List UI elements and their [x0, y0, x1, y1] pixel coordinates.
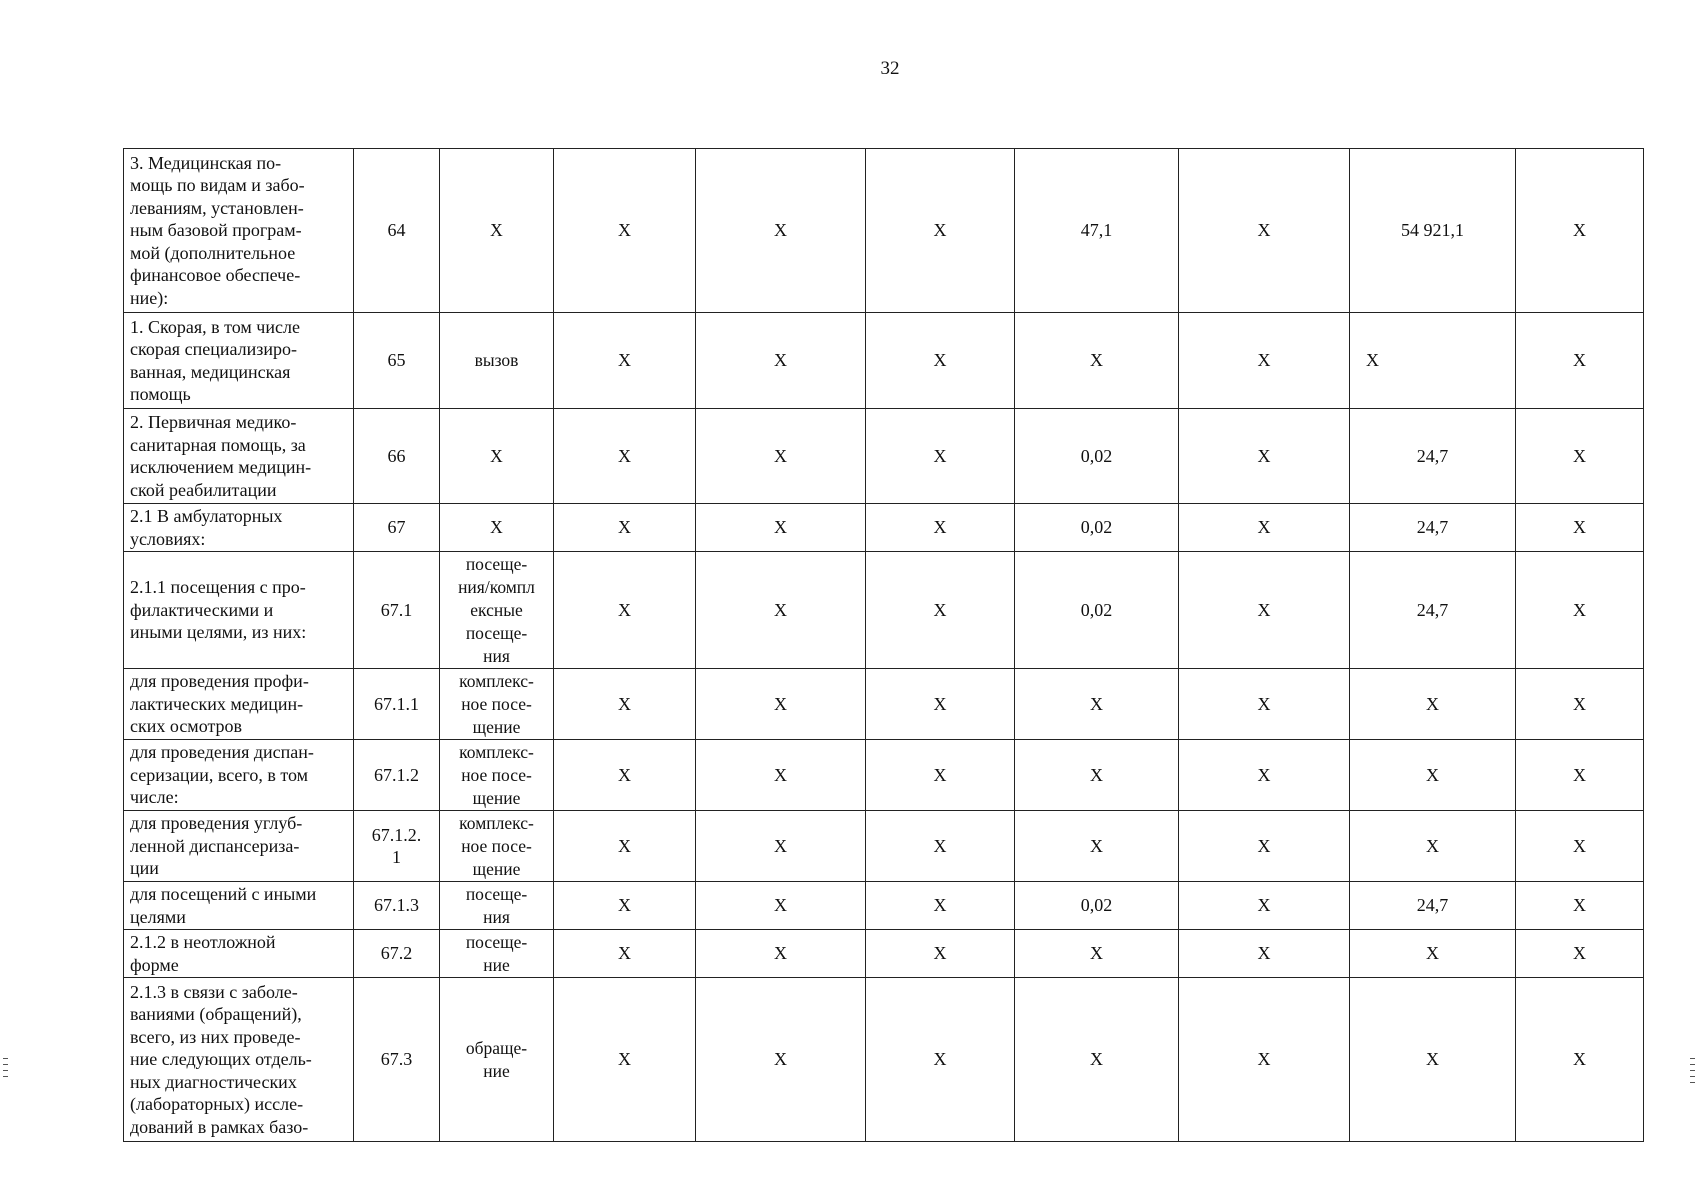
value-cell: X: [1350, 930, 1516, 978]
value-cell: X: [1179, 504, 1350, 552]
value-cell: X: [554, 811, 696, 882]
value-cell: X: [1179, 978, 1350, 1142]
value-cell: X: [1350, 313, 1516, 409]
value-cell: X: [1350, 811, 1516, 882]
value-cell: 24,7: [1350, 882, 1516, 930]
value-cell: X: [554, 504, 696, 552]
row-code-cell: 67: [354, 504, 440, 552]
value-cell: 24,7: [1350, 409, 1516, 504]
row-name-cell: для проведения профи- лактических медицин- ских осмотров: [124, 669, 354, 740]
value-cell: X: [696, 409, 866, 504]
value-cell: 0,02: [1015, 552, 1179, 669]
value-cell: X: [696, 504, 866, 552]
value-cell: X: [1516, 409, 1644, 504]
value-cell: X: [866, 504, 1015, 552]
value-cell: X: [1015, 740, 1179, 811]
value-cell: X: [1015, 669, 1179, 740]
row-code-cell: 67.1.2: [354, 740, 440, 811]
table-row: [124, 811, 1644, 882]
value-cell: X: [866, 409, 1015, 504]
value-cell: 0,02: [1015, 409, 1179, 504]
row-code-cell: 64: [354, 149, 440, 313]
table-body: [124, 149, 1644, 1142]
left-margin-marks: [3, 1058, 8, 1082]
row-code-cell: 67.1.3: [354, 882, 440, 930]
value-cell: X: [1516, 811, 1644, 882]
row-unit-cell: посеще- ния: [440, 882, 554, 930]
value-cell: X: [554, 552, 696, 669]
value-cell: X: [554, 930, 696, 978]
value-cell: X: [696, 811, 866, 882]
value-cell: X: [1516, 740, 1644, 811]
value-cell: X: [866, 669, 1015, 740]
row-name-cell: 2. Первичная медико- санитарная помощь, за исключением медицин- ской реабилитации: [124, 409, 354, 504]
right-margin-marks: [1690, 1058, 1695, 1088]
value-cell: X: [554, 313, 696, 409]
row-unit-cell: комплекс- ное посе- щение: [440, 811, 554, 882]
value-cell: X: [696, 740, 866, 811]
row-unit-cell: X: [440, 504, 554, 552]
value-cell: X: [1179, 149, 1350, 313]
row-name-cell: 2.1.2 в неотложной форме: [124, 930, 354, 978]
value-cell: X: [1179, 313, 1350, 409]
value-cell: X: [1179, 882, 1350, 930]
row-unit-cell: X: [440, 409, 554, 504]
value-cell: X: [696, 669, 866, 740]
row-code-cell: 67.1: [354, 552, 440, 669]
value-cell: X: [866, 978, 1015, 1142]
row-unit-cell: комплекс- ное посе- щение: [440, 669, 554, 740]
table-row: [124, 504, 1644, 552]
table-row: [124, 149, 1644, 313]
value-cell: X: [1179, 669, 1350, 740]
row-name-cell: 3. Медицинская по- мощь по видам и забо- леваниям, установлен- ным базовой програм- мой (дополнительное финансовое обеспече- ние):: [124, 149, 354, 313]
value-cell: X: [1179, 409, 1350, 504]
value-cell: 24,7: [1350, 504, 1516, 552]
row-name-cell: для посещений с иными целями: [124, 882, 354, 930]
value-cell: X: [1516, 930, 1644, 978]
value-cell: X: [1516, 669, 1644, 740]
row-name-cell: 2.1 В амбулаторных условиях:: [124, 504, 354, 552]
table-row: [124, 740, 1644, 811]
value-cell: X: [866, 552, 1015, 669]
value-cell: X: [554, 149, 696, 313]
value-cell: 0,02: [1015, 882, 1179, 930]
value-cell: X: [696, 882, 866, 930]
row-name-cell: 2.1.3 в связи с заболе- ваниями (обращений), всего, из них проведе- ние следующих отдель- ных диагностических (лабораторных) иссле- дований в рамках базо-: [124, 978, 354, 1142]
value-cell: X: [554, 740, 696, 811]
value-cell: X: [1015, 978, 1179, 1142]
value-cell: X: [1516, 504, 1644, 552]
value-cell: X: [1179, 552, 1350, 669]
value-cell: 47,1: [1015, 149, 1179, 313]
row-code-cell: 67.3: [354, 978, 440, 1142]
value-cell: X: [1179, 930, 1350, 978]
value-cell: X: [1350, 669, 1516, 740]
table-row: [124, 930, 1644, 978]
table-row: [124, 552, 1644, 669]
value-cell: X: [696, 552, 866, 669]
row-code-cell: 67.1.2. 1: [354, 811, 440, 882]
value-cell: X: [554, 978, 696, 1142]
data-table: [123, 148, 1644, 1142]
row-code-cell: 67.1.1: [354, 669, 440, 740]
table-row: [124, 313, 1644, 409]
table-row: [124, 978, 1644, 1142]
row-unit-cell: обраще- ние: [440, 978, 554, 1142]
value-cell: X: [1015, 811, 1179, 882]
row-code-cell: 67.2: [354, 930, 440, 978]
value-cell: X: [1179, 740, 1350, 811]
value-cell: X: [866, 882, 1015, 930]
value-cell: X: [866, 740, 1015, 811]
page-number: 32: [880, 58, 900, 79]
value-cell: X: [1516, 313, 1644, 409]
value-cell: X: [696, 149, 866, 313]
value-cell: X: [1350, 978, 1516, 1142]
value-cell: X: [866, 313, 1015, 409]
value-cell: 54 921,1: [1350, 149, 1516, 313]
value-cell: X: [554, 882, 696, 930]
row-unit-cell: посеще- ния/компл ексные посеще- ния: [440, 552, 554, 669]
value-cell: X: [866, 149, 1015, 313]
value-cell: X: [1516, 978, 1644, 1142]
row-name-cell: 2.1.1 посещения с про- филактическими и иными целями, из них:: [124, 552, 354, 669]
row-code-cell: 65: [354, 313, 440, 409]
row-code-cell: 66: [354, 409, 440, 504]
row-unit-cell: комплекс- ное посе- щение: [440, 740, 554, 811]
value-cell: X: [866, 930, 1015, 978]
value-cell: X: [696, 313, 866, 409]
value-cell: X: [1350, 740, 1516, 811]
value-cell: 24,7: [1350, 552, 1516, 669]
value-cell: X: [1516, 149, 1644, 313]
table-row: [124, 882, 1644, 930]
row-unit-cell: вызов: [440, 313, 554, 409]
row-name-cell: для проведения углуб- ленной диспансеризa- ции: [124, 811, 354, 882]
value-cell: X: [696, 978, 866, 1142]
value-cell: X: [1179, 811, 1350, 882]
value-cell: 0,02: [1015, 504, 1179, 552]
value-cell: X: [554, 409, 696, 504]
table-row: [124, 669, 1644, 740]
value-cell: X: [696, 930, 866, 978]
value-cell: X: [1015, 930, 1179, 978]
row-name-cell: 1. Скорая, в том числе скорая специализиро- ванная, медицинская помощь: [124, 313, 354, 409]
value-cell: X: [1516, 552, 1644, 669]
value-cell: X: [554, 669, 696, 740]
value-cell: X: [1015, 313, 1179, 409]
value-cell: X: [1516, 882, 1644, 930]
row-unit-cell: посеще- ние: [440, 930, 554, 978]
value-cell: X: [866, 811, 1015, 882]
row-unit-cell: X: [440, 149, 554, 313]
table-row: [124, 409, 1644, 504]
row-name-cell: для проведения диспан- серизации, всего, в том числе:: [124, 740, 354, 811]
